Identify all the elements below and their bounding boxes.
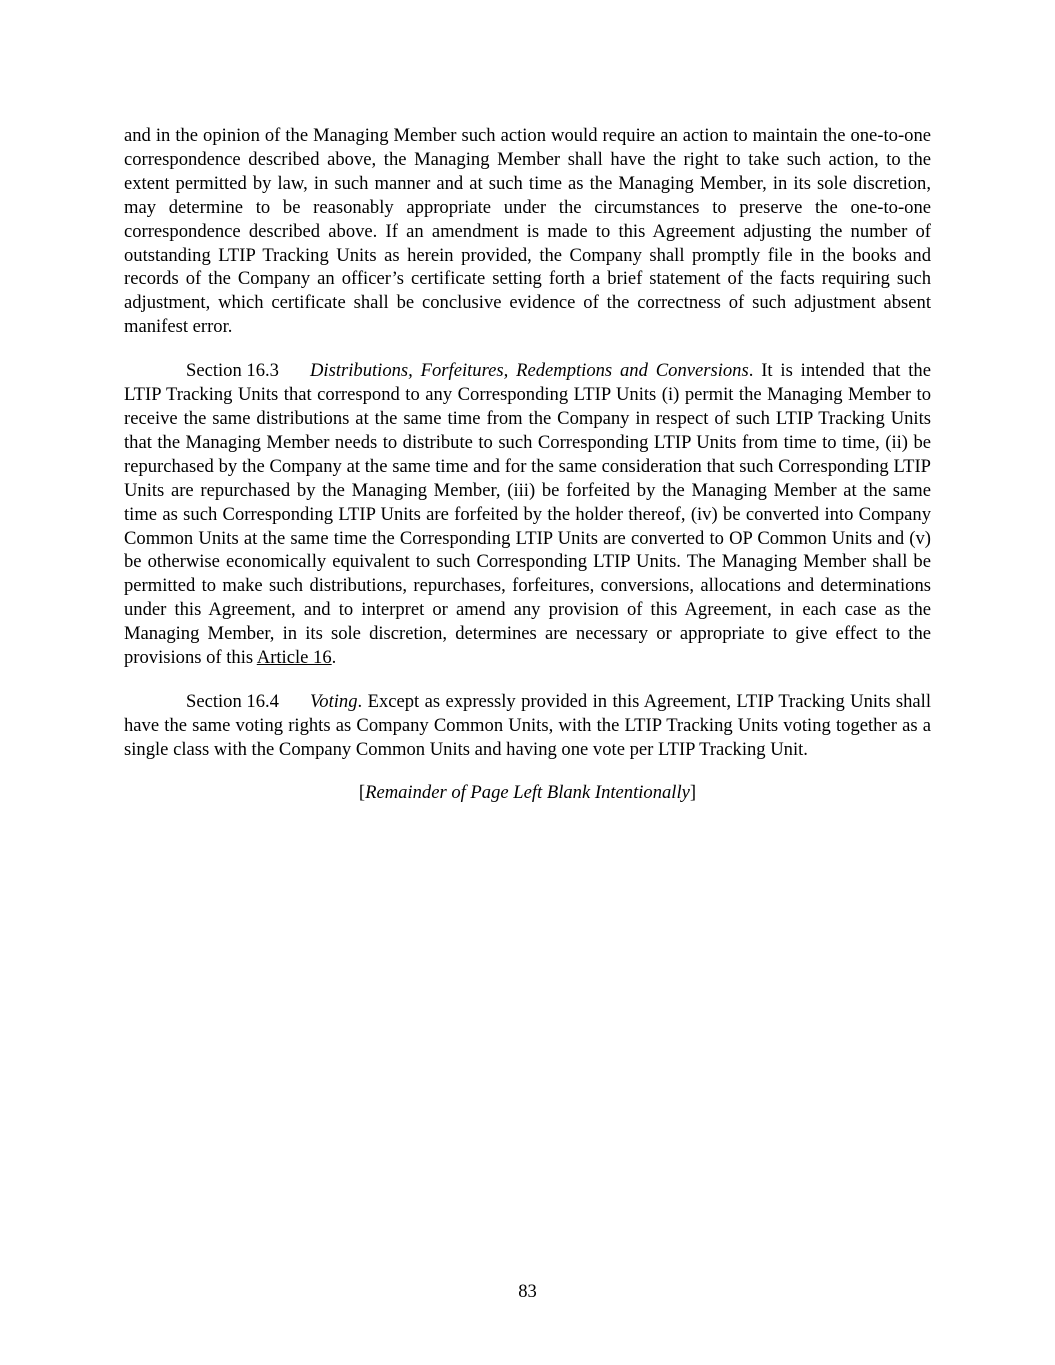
- section-16-4-body: . Except as expressly provided in this Agreement, LTIP Tracking Units shall have the same voting rights as Company Common Units, with the LTIP Tracking Units voting together as a single class with the Company Common Units and having one vote per LTIP Tracking Unit.: [124, 690, 931, 760]
- section-16-4-paragraph: [124, 690, 931, 762]
- continuation-paragraph: and in the opinion of the Managing Member such action would require an action to maintain the one-to-one correspondence described above, the Managing Member shall have the right to take such action, to the extent permitted by law, in such manner and at such time as the Managing Member, in its sole discretion, may determine to be reasonably appropriate under the circumstances to preserve the one-to-one correspondence described above. If an amendment is made to this Agreement adjusting the number of outstanding LTIP Tracking Units as herein provided, the Company shall promptly file in the books and records of the Company an officer’s certificate setting forth a brief statement of the facts requiring such adjustment, which certificate shall be conclusive evidence of the correctness of such adjustment absent manifest error.: [124, 125, 931, 338]
- section-16-3-number: Section 16.3: [186, 360, 279, 382]
- remainder-close-bracket: ]: [689, 781, 697, 803]
- remainder-open-bracket: [: [358, 781, 366, 803]
- remainder-note: [124, 781, 931, 805]
- remainder-text: Remainder of Page Left Blank Intentionally: [365, 781, 690, 803]
- section-16-4-number: Section 16.4: [186, 690, 279, 712]
- section-16-4-title: Voting: [310, 690, 358, 712]
- section-16-3-paragraph: [124, 359, 931, 670]
- article-16-link[interactable]: Article 16: [256, 647, 332, 669]
- section-16-3-title: Distributions, Forfeitures, Redemptions and Conversions: [310, 360, 749, 382]
- section-16-3-end: .: [331, 647, 337, 669]
- page-number: 83: [518, 1281, 537, 1302]
- section-16-3-body: . It is intended that the LTIP Tracking Units that correspond to any Corresponding LTIP Units (i) permit the Managing Member to receive the same distributions at the same time from the Company in respect of such LTIP Tracking Units that the Managing Member needs to distribute to such Corresponding LTIP Units from time to time, (ii) be repurchased by the Company at the same time and for the same consideration that such Corresponding LTIP Units are repurchased by the Managing Member, (iii) be forfeited by the Managing Member at the same time as such Corresponding LTIP Units are forfeited by the holder thereof, (iv) be converted into Company Common Units at the same time the Corresponding LTIP Units are converted to OP Common Units and (v) be otherwise economically equivalent to such Corresponding LTIP Units. The Managing Member shall be permitted to make such distributions, repurchases, forfeitures, conversions, allocations and determinations under this Agreement, and to interpret or amend any provision of this Agreement, in each case as the Managing Member, in its sole discretion, determines are necessary or appropriate to give effect to the provisions of this: [124, 360, 931, 669]
- document-page: [124, 124, 931, 805]
